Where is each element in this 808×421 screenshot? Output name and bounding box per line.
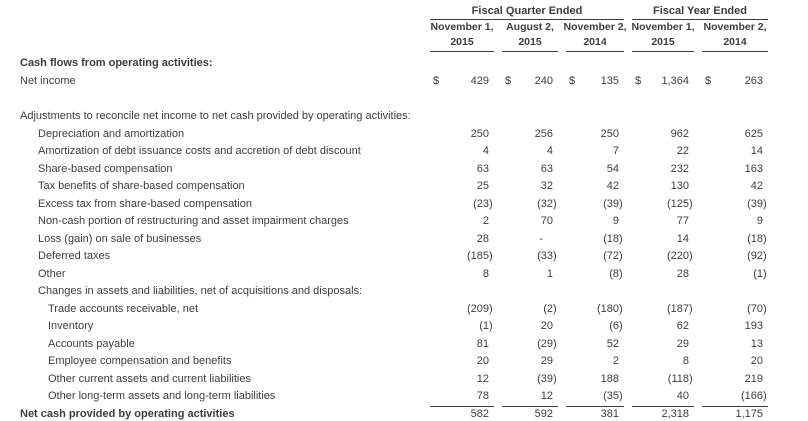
table-row-cash-flows-from-operating-activities [0, 55, 808, 73]
cell-value: 240 [534, 74, 553, 87]
cell-value: 962 [670, 127, 689, 140]
value-cell [502, 353, 558, 371]
table-row-other [0, 266, 808, 284]
row-label: Trade accounts receivable, net [48, 302, 199, 315]
date-line: 2014 [723, 36, 747, 48]
cell-value: (166) [741, 390, 763, 402]
column-group-fiscal-quarter-ended: Fiscal Quarter Ended [430, 4, 624, 20]
cell-value: (118) [668, 373, 689, 385]
value-cell [566, 248, 624, 266]
value-cell [566, 196, 624, 214]
cell-value: 135 [600, 74, 619, 87]
closing-paren: ) [763, 390, 767, 402]
cell-value: (72) [603, 250, 619, 262]
value-cell [566, 126, 624, 144]
value-cell [430, 178, 494, 196]
cell-value: 78 [476, 390, 489, 402]
cell-value: 188 [600, 372, 619, 385]
cell-value: (220) [667, 250, 689, 262]
closing-paren: ) [553, 197, 557, 210]
value-cell [632, 318, 694, 336]
cell-value: 429 [470, 74, 489, 87]
table-row-depreciation-and-amortization [0, 126, 808, 144]
value-cell [502, 301, 558, 319]
cell-value: 9 [756, 215, 763, 227]
value-cell [702, 353, 768, 371]
cell-value: 1,175 [735, 407, 763, 420]
cell-value: 62 [676, 320, 689, 332]
column-header-q-november-2-2014 [563, 20, 627, 52]
cell-value: 2,318 [661, 407, 689, 420]
value-cell [632, 143, 694, 161]
cell-value: (32) [537, 198, 553, 210]
row-label: Amortization of debt issuance costs and accretion of debt discount [38, 145, 361, 157]
cell-value: 219 [744, 372, 763, 385]
date-line: August 2, [506, 21, 554, 33]
closing-paren: ) [489, 320, 493, 332]
table-row-adjustments-to-reconcile-net-income-to-net-cash-provided-by-operating-activities [0, 108, 808, 126]
value-cell [566, 143, 624, 161]
cell-value: (209) [467, 303, 489, 315]
value-cell [632, 196, 694, 214]
value-cell [566, 73, 624, 91]
cell-value: 2 [612, 355, 619, 367]
value-cell [632, 336, 694, 354]
closing-paren: ) [763, 232, 767, 245]
value-cell [430, 73, 494, 91]
value-cell [702, 248, 768, 266]
cell-value: 28 [676, 267, 689, 280]
cell-value: 29 [676, 337, 689, 350]
table-row-non-cash-portion-of-restructuring-and-asset-impairment-charges [0, 213, 808, 231]
value-cell [430, 301, 494, 319]
date-line: November 1, [631, 21, 695, 33]
value-cell [430, 143, 494, 161]
table-row-share-based-compensation [0, 161, 808, 179]
column-header-y-november-1-2015 [632, 20, 694, 52]
value-cell [702, 161, 768, 179]
table-row-inventory [0, 318, 808, 336]
cell-value: 52 [606, 337, 619, 350]
column-header-q-august-2-2015 [502, 20, 558, 52]
cell-value: 42 [750, 180, 763, 192]
value-cell [566, 318, 624, 336]
table-body [0, 52, 808, 421]
cell-value: (6) [609, 320, 619, 332]
cell-value: 14 [676, 232, 689, 245]
cell-value: (39) [747, 198, 763, 210]
closing-paren: ) [763, 250, 767, 262]
cell-value: 4 [546, 145, 553, 157]
row-label: Cash flows from operating activities: [20, 57, 213, 69]
closing-paren: ) [689, 250, 693, 262]
row-label: Changes in assets and liabilities, net of acquisitions and disposals: [38, 285, 363, 297]
date-line: 2015 [450, 36, 474, 48]
row-label: Other [38, 267, 66, 280]
column-header-q-november-1-2015 [430, 20, 494, 52]
value-cell [566, 371, 624, 389]
cell-value: (33) [537, 250, 553, 262]
header-label-spacer [0, 20, 430, 52]
table-row-accounts-payable [0, 336, 808, 354]
cell-value: 592 [534, 407, 553, 420]
closing-paren: ) [763, 267, 767, 280]
closing-paren: ) [553, 372, 557, 385]
column-header-y-november-2-2014 [702, 20, 768, 52]
cell-value: 381 [600, 407, 619, 420]
dollar-sign: $ [433, 74, 440, 87]
value-cell [632, 406, 694, 421]
value-cell [702, 126, 768, 144]
cell-value: (70) [747, 303, 763, 315]
table-row-other-long-term-assets-and-long-term-liabilities [0, 388, 808, 406]
cell-value: 130 [670, 180, 689, 192]
value-cell [430, 196, 494, 214]
value-cell [502, 248, 558, 266]
value-cell [502, 388, 558, 406]
cell-value: 8 [682, 355, 689, 367]
value-cell [502, 371, 558, 389]
cell-value: 1 [546, 267, 553, 280]
value-cell [632, 248, 694, 266]
value-cell [502, 143, 558, 161]
date-line: 2015 [518, 36, 542, 48]
value-cell [702, 213, 768, 231]
closing-paren: ) [619, 197, 623, 210]
row-label: Net income [20, 74, 76, 87]
cell-value: (180) [597, 303, 619, 315]
table-row-employee-compensation-and-benefits [0, 353, 808, 371]
cell-value: (23) [473, 198, 489, 210]
row-label: Accounts payable [48, 337, 135, 350]
cell-value: (187) [667, 303, 689, 315]
value-cell [702, 178, 768, 196]
value-cell [566, 213, 624, 231]
value-cell [430, 353, 494, 371]
value-cell [502, 406, 558, 421]
cell-value: 25 [476, 180, 489, 192]
value-cell [632, 388, 694, 406]
value-cell [702, 266, 768, 284]
cell-value: 250 [470, 127, 489, 140]
value-cell [502, 196, 558, 214]
cell-value: 1,364 [661, 74, 689, 87]
cell-value: 22 [676, 145, 689, 157]
value-cell [430, 213, 494, 231]
value-cell [566, 353, 624, 371]
cell-value: (39) [537, 373, 553, 385]
value-cell [632, 73, 694, 91]
value-cell [566, 301, 624, 319]
table-row-tax-benefits-of-share-based-compensation [0, 178, 808, 196]
value-cell [502, 336, 558, 354]
closing-paren: ) [763, 302, 767, 315]
value-cell [566, 231, 624, 249]
cell-value: 2 [482, 215, 489, 227]
row-label: Share-based compensation [38, 162, 173, 175]
closing-paren: ) [763, 197, 767, 210]
value-cell [502, 318, 558, 336]
value-cell [566, 336, 624, 354]
value-cell [632, 161, 694, 179]
cell-value: 13 [750, 337, 763, 350]
table-row-net-income [0, 73, 808, 91]
row-label: Other long-term assets and long-term liabilities [48, 390, 276, 402]
cell-value: (92) [747, 250, 763, 262]
value-cell [430, 126, 494, 144]
value-cell [566, 266, 624, 284]
cell-value: 263 [744, 74, 763, 87]
dollar-sign: $ [705, 74, 712, 87]
closing-paren: ) [489, 302, 493, 315]
cell-value: 7 [612, 145, 619, 157]
cell-value: 193 [744, 320, 763, 332]
closing-paren: ) [553, 302, 557, 315]
table-row-trade-accounts-receivable-net [0, 301, 808, 319]
row-label: Deferred taxes [38, 250, 111, 262]
value-cell [632, 126, 694, 144]
row-label: Inventory [48, 320, 94, 332]
cell-value: 12 [476, 372, 489, 385]
cell-value: 250 [600, 127, 619, 140]
cell-value: 582 [470, 407, 489, 420]
value-cell [502, 161, 558, 179]
dollar-sign: $ [569, 74, 576, 87]
row-label: Other current assets and current liabilities [48, 372, 251, 385]
value-cell [632, 178, 694, 196]
value-cell [702, 143, 768, 161]
date-line: 2014 [583, 36, 607, 48]
closing-paren: ) [489, 250, 493, 262]
table-header-date-row [0, 20, 808, 52]
cell-value: 14 [750, 145, 763, 157]
dollar-sign: $ [635, 74, 642, 87]
cell-value: 63 [476, 162, 489, 175]
cell-value: 20 [750, 355, 763, 367]
closing-paren: ) [619, 390, 623, 402]
date-line: November 2, [563, 21, 627, 33]
closing-paren: ) [553, 250, 557, 262]
closing-paren: ) [619, 302, 623, 315]
value-cell [702, 406, 768, 421]
table-row-other-current-assets-and-current-liabilities [0, 371, 808, 389]
cell-value: 8 [482, 267, 489, 280]
cell-value: 81 [476, 337, 489, 350]
dollar-sign: $ [505, 74, 512, 87]
table-row-loss-gain-on-sale-of-businesses [0, 231, 808, 249]
value-cell [702, 196, 768, 214]
cell-value: (8) [609, 268, 619, 280]
table-row-excess-tax-from-share-based-compensation [0, 196, 808, 214]
value-cell [702, 371, 768, 389]
cell-value: (185) [467, 250, 489, 262]
row-label: Net cash provided by operating activities [20, 407, 235, 420]
cell-value: 625 [744, 127, 763, 140]
cell-value: 77 [676, 215, 689, 227]
cell-value: 232 [670, 162, 689, 175]
closing-paren: ) [619, 250, 623, 262]
cell-value: (1) [479, 320, 489, 332]
cell-value: (35) [603, 390, 619, 402]
value-cell [502, 73, 558, 91]
closing-paren: ) [619, 320, 623, 332]
spacer-row [0, 90, 808, 108]
value-cell [430, 318, 494, 336]
value-cell [566, 388, 624, 406]
closing-paren: ) [689, 197, 693, 210]
cell-value: 20 [476, 355, 489, 367]
value-cell [702, 231, 768, 249]
closing-paren: ) [619, 267, 623, 280]
cell-value: 20 [540, 320, 553, 332]
closing-paren: ) [619, 232, 623, 245]
value-cell [632, 371, 694, 389]
value-cell [632, 301, 694, 319]
row-label: Employee compensation and benefits [48, 355, 232, 367]
value-cell [702, 318, 768, 336]
value-cell [430, 406, 494, 421]
row-label: Loss (gain) on sale of businesses [38, 232, 202, 245]
closing-paren: ) [689, 372, 693, 385]
value-cell [702, 73, 768, 91]
cell-value: 9 [612, 215, 619, 227]
value-cell [502, 213, 558, 231]
table-row-deferred-taxes [0, 248, 808, 266]
cell-value: 32 [540, 180, 553, 192]
value-cell [430, 248, 494, 266]
value-cell [430, 388, 494, 406]
cell-value: (29) [537, 338, 553, 350]
date-line: November 2, [703, 21, 767, 33]
value-cell [632, 213, 694, 231]
date-line: 2015 [651, 36, 675, 48]
value-cell [632, 231, 694, 249]
value-cell [430, 231, 494, 249]
cell-value: 28 [476, 232, 489, 245]
table-row-net-cash-provided-by-operating-activities [0, 406, 808, 421]
value-cell [430, 371, 494, 389]
value-cell [430, 266, 494, 284]
value-cell [566, 178, 624, 196]
value-cell [502, 126, 558, 144]
cell-value: 12 [540, 390, 553, 402]
cell-value: 29 [540, 355, 553, 367]
cell-value: (1) [753, 268, 763, 280]
cell-value: 54 [606, 162, 619, 175]
cell-value: 63 [540, 162, 553, 175]
cell-value: 70 [540, 215, 553, 227]
cell-value: (125) [667, 198, 689, 210]
value-cell [702, 388, 768, 406]
row-label: Excess tax from share-based compensation [38, 197, 252, 210]
value-cell [632, 266, 694, 284]
row-label: Adjustments to reconcile net income to net cash provided by operating activities: [20, 110, 411, 122]
value-cell [502, 266, 558, 284]
value-cell [430, 336, 494, 354]
row-label: Non-cash portion of restructuring and asset impairment charges [38, 215, 349, 227]
cell-value: 42 [606, 180, 619, 192]
value-cell [702, 336, 768, 354]
row-label: Tax benefits of share-based compensation [38, 180, 245, 192]
table-row-amortization-of-debt-issuance-costs-and-accretion-of-debt-discount [0, 143, 808, 161]
cell-value: (39) [603, 198, 619, 210]
value-cell [502, 231, 558, 249]
value-cell [430, 161, 494, 179]
value-cell [632, 353, 694, 371]
value-cell [702, 301, 768, 319]
column-group-fiscal-year-ended: Fiscal Year Ended [632, 4, 768, 20]
cell-value: 4 [482, 145, 489, 157]
date-line: November 1, [430, 21, 494, 33]
closing-paren: ) [489, 197, 493, 210]
value-cell [566, 406, 624, 421]
cell-value: - [539, 232, 543, 245]
cell-value: 256 [534, 127, 553, 140]
value-cell [502, 178, 558, 196]
closing-paren: ) [553, 337, 557, 350]
closing-paren: ) [689, 302, 693, 315]
cell-value: 40 [676, 390, 689, 402]
row-label: Depreciation and amortization [38, 127, 185, 140]
cell-value: (18) [603, 233, 619, 245]
cell-value: (2) [543, 303, 553, 315]
value-cell [566, 161, 624, 179]
cell-value: (18) [747, 233, 763, 245]
table-header-group-row [0, 4, 808, 20]
cell-value: 163 [744, 162, 763, 175]
table-row-changes-in-assets-and-liabilities-net-of-acquisitions-and-disposals [0, 283, 808, 301]
header-label-spacer [0, 4, 430, 20]
